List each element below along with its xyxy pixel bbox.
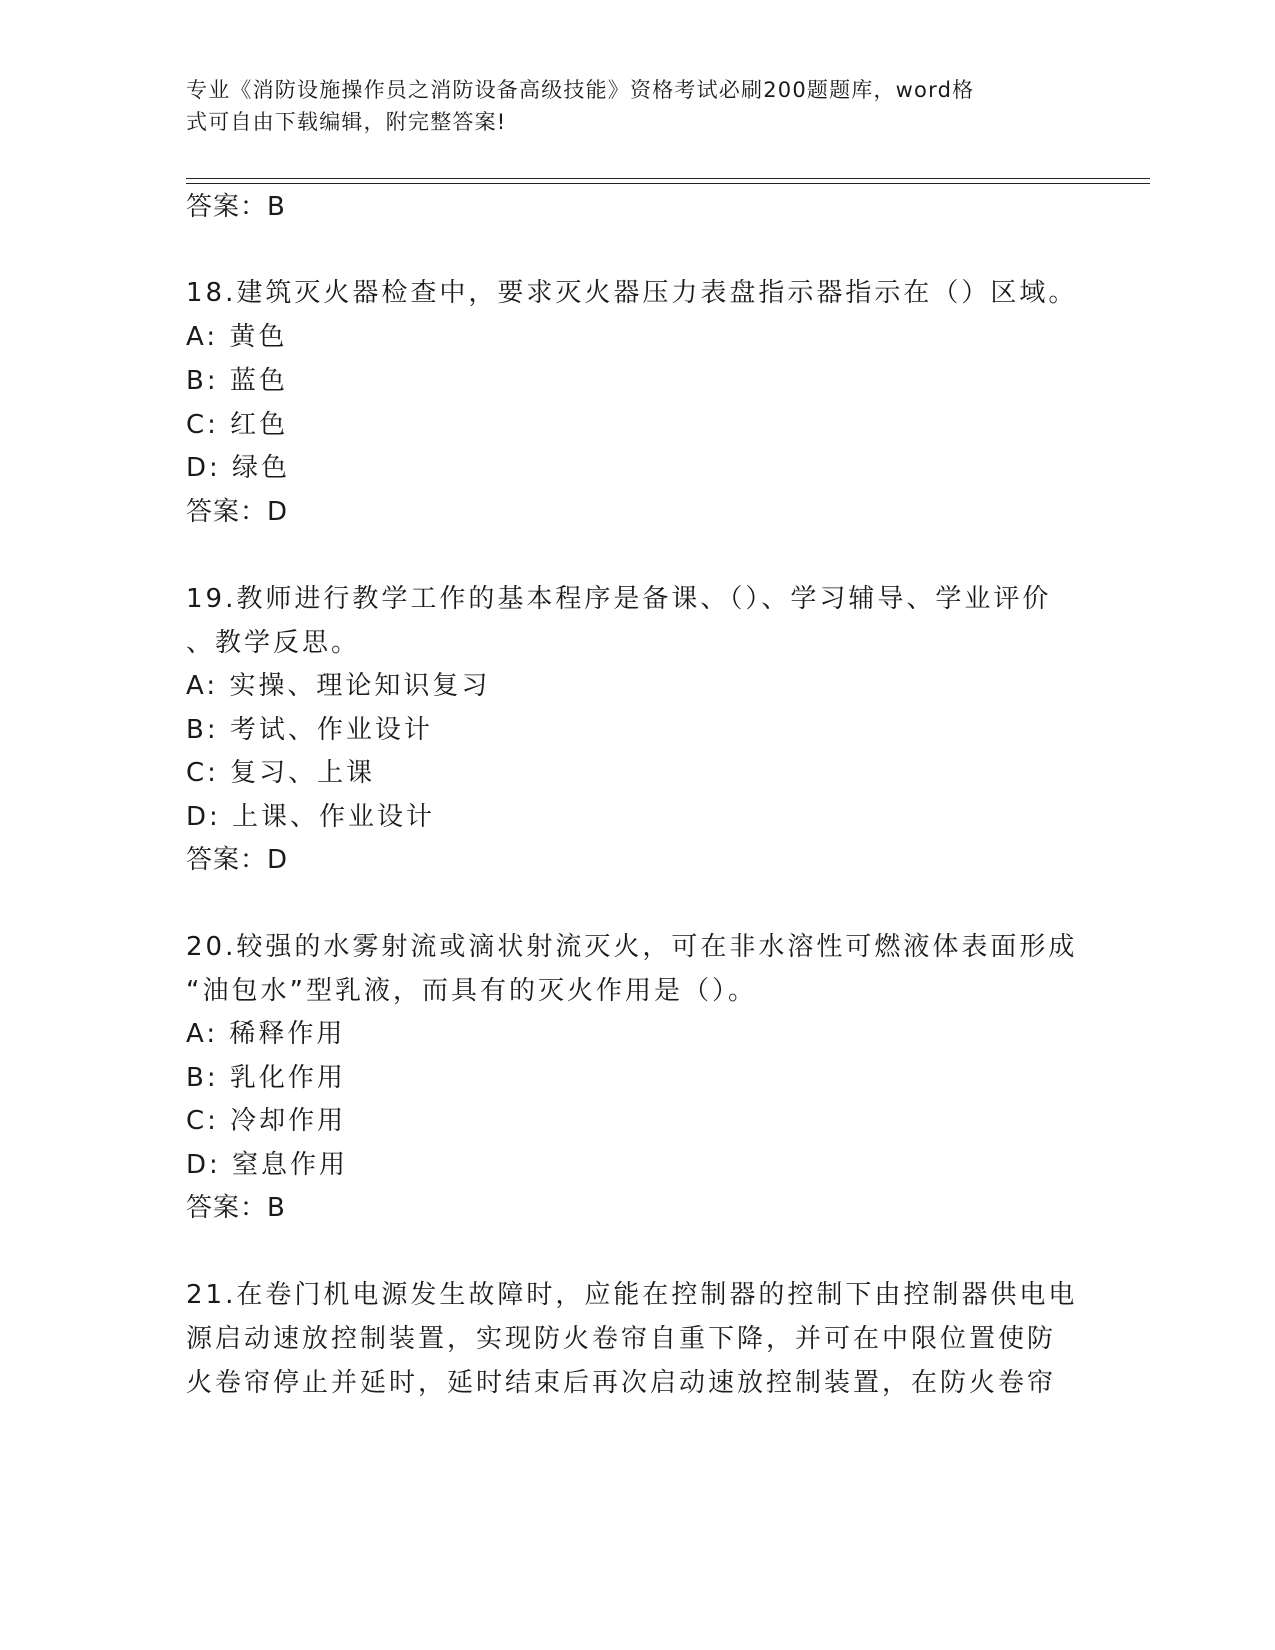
question-19-option-b: B: 考试、作业设计	[186, 715, 433, 745]
question-18-option-c: C: 红色	[186, 410, 289, 440]
question-19-option-a: A: 实操、理论知识复习	[186, 671, 491, 701]
header-rule-top	[186, 178, 1150, 179]
question-21-stem-line-1: 21.在卷门机电源发生故障时，应能在控制器的控制下由控制器供电电	[186, 1280, 1078, 1310]
header-rule-bottom	[186, 183, 1150, 184]
question-20-option-d: D: 窒息作用	[186, 1150, 349, 1180]
header-line-1: 专业《消防设施操作员之消防设备高级技能》资格考试必刷200题题库，word格	[186, 78, 975, 102]
question-20-answer: 答案：B	[186, 1193, 286, 1223]
question-20-option-a: A: 稀释作用	[186, 1019, 346, 1049]
question-20-stem-line-2: “油包水”型乳液，而具有的灭火作用是（）。	[186, 976, 757, 1006]
question-18-option-b: B: 蓝色	[186, 366, 288, 396]
question-18-stem: 18.建筑灭火器检查中，要求灭火器压力表盘指示器指示在（）区域。	[186, 278, 1078, 308]
page-header	[186, 74, 1066, 138]
question-21-stem-line-3: 火卷帘停止并延时，延时结束后再次启动速放控制装置，在防火卷帘	[186, 1368, 1057, 1398]
question-19-stem-line-2: 、教学反思。	[186, 628, 361, 658]
question-18-option-a: A: 黄色	[186, 322, 288, 352]
question-19-option-c: C: 复习、上课	[186, 758, 376, 788]
header-line-2: 式可自由下载编辑，附完整答案!	[186, 110, 507, 134]
question-20-option-c: C: 冷却作用	[186, 1106, 347, 1136]
question-20-stem-line-1: 20.较强的水雾射流或滴状射流灭火，可在非水溶性可燃液体表面形成	[186, 932, 1078, 962]
question-21-stem-line-2: 源启动速放控制装置，实现防火卷帘自重下降，并可在中限位置使防	[186, 1324, 1057, 1354]
question-18-answer: 答案：D	[186, 497, 289, 527]
question-19-stem-line-1: 19.教师进行教学工作的基本程序是备课、（）、学习辅导、学业评价	[186, 584, 1052, 614]
previous-answer: 答案：B	[186, 192, 286, 222]
question-19-answer: 答案：D	[186, 845, 289, 875]
question-18-option-d: D: 绿色	[186, 453, 291, 483]
question-19-option-d: D: 上课、作业设计	[186, 802, 436, 832]
question-20-option-b: B: 乳化作用	[186, 1063, 346, 1093]
